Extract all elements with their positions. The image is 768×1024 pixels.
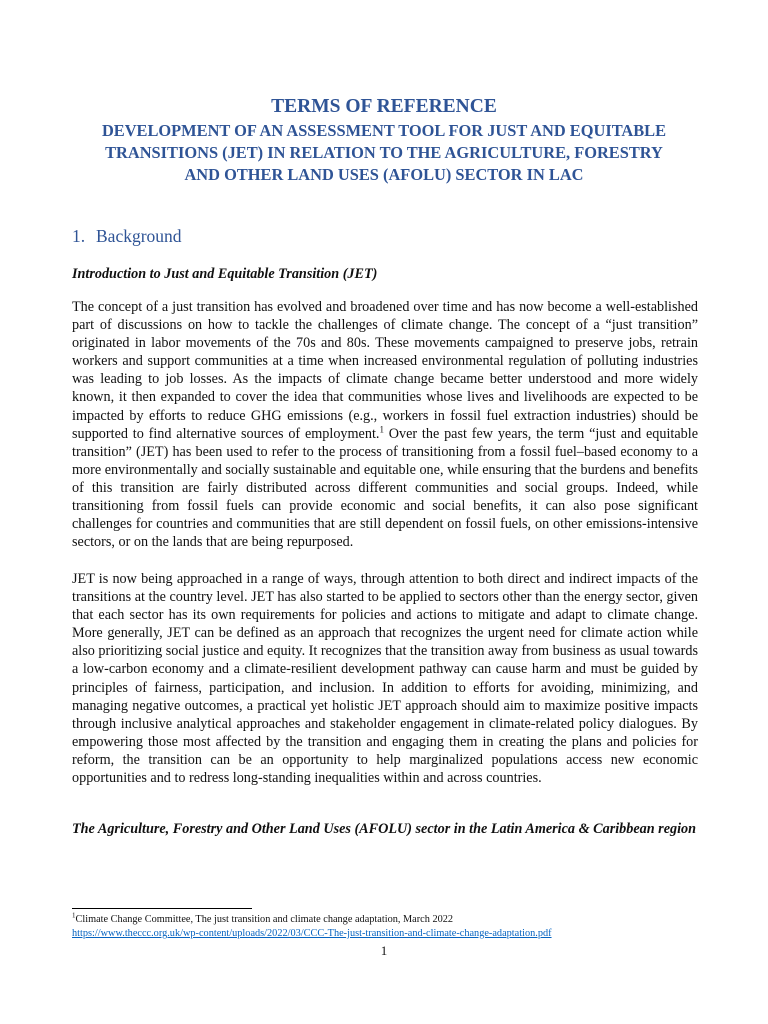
- section-number: 1.: [72, 226, 86, 246]
- subheading-afolu: The Agriculture, Forestry and Other Land Uses (AFOLU) sector in the Latin America & Caribbean region: [72, 821, 697, 837]
- paragraph-1-text-b: Over the past few years, the term “just and equitable transition” (JET) has been used to refer to the process of transitioning from a fossil fuel–based economy to a more environmentally and socially sustainable and equitable one, while ensuring that the burdens and benefits of this transition are fairly distributed across different communities and social groups. Indeed, while transitioning from fossil fuels can provide economic and social benefits, it can also pose significant challenges for countries and communities that are still dependent on fossil fuels, on other emissions-intensive sectors, or on the lands that are being repurposed.: [72, 425, 698, 551]
- footnote-citation: [72, 913, 698, 927]
- subheading-jet: Introduction to Just and Equitable Transition (JET): [72, 266, 378, 282]
- section-heading-background: [72, 225, 182, 247]
- footnote-number: 1: [72, 911, 76, 920]
- footnote-divider: [72, 908, 252, 909]
- footnote-1: [72, 913, 698, 941]
- paragraph-jet-approach: JET is now being approached in a range of ways, through attention to both direct and indirect impacts of the transitions at the country level. JET has also started to be applied to sectors other than the energy sector, given that each sector has its own requirements for policies and actions to mitigate and adapt to climate change. More generally, JET can be defined as an approach that recognizes the urgent need for climate action while also prioritizing social justice and equity. It recognizes that the transition away from business as usual towards a low-carbon economy and a climate-resilient development pathway can cause harm and must be guided by principles of fairness, participation, and inclusion. In addition to efforts for avoiding, minimizing, and managing negative outcomes, a practical yet holistic JET approach should aim to maximize positive impacts through inclusive analytical approaches and stakeholder engagement in climate-related policy dialogues. By empowering those most affected by the transition and engaging them in creating the plans and policies for reform, the transition can be an opportunity to help marginalized populations access new economic opportunities and to redress long-standing inequalities within and across countries.: [72, 571, 698, 787]
- document-title: TERMS OF REFERENCE: [271, 96, 497, 117]
- page-number: 1: [380, 943, 388, 958]
- footnote-reference[interactable]: 1: [379, 423, 384, 434]
- paragraph-jet-history: [72, 298, 698, 551]
- subtitle-line-3: AND OTHER LAND USES (AFOLU) SECTOR IN LAC: [184, 165, 584, 184]
- subtitle-line-2: TRANSITIONS (JET) IN RELATION TO THE AGRICULTURE, FORESTRY: [105, 143, 663, 162]
- footnote-text: Climate Change Committee, The just transition and climate change adaptation, March 2022: [75, 914, 454, 925]
- title-block: [60, 95, 708, 186]
- footnote-link[interactable]: https://www.theccc.org.uk/wp-content/uploads/2022/03/CCC-The-just-transition-and-climate-change-adaptation.pdf: [72, 928, 552, 939]
- section-title: Background: [96, 226, 182, 246]
- subtitle-line-1: DEVELOPMENT OF AN ASSESSMENT TOOL FOR JUST AND EQUITABLE: [101, 121, 667, 140]
- document-subtitle: [60, 120, 708, 186]
- paragraph-1-text-a: The concept of a just transition has evolved and broadened over time and has now become a well-established part of discussions on how to tackle the challenges of climate change. The concept of a “just transition” originated in labor movements of the 70s and 80s. These movements campaigned to preserve jobs, retrain workers and support communities at a time when increased environmental regulation of polluting industries was leading to job losses. As the impacts of climate change became better understood and more widely known, it then expanded to cover the idea that communities whose lives and livelihoods are expected to be impacted by efforts to reduce GHG emissions (e.g., workers in fossil fuel extraction industries) should be supported to find alternative sources of employment.: [72, 299, 698, 442]
